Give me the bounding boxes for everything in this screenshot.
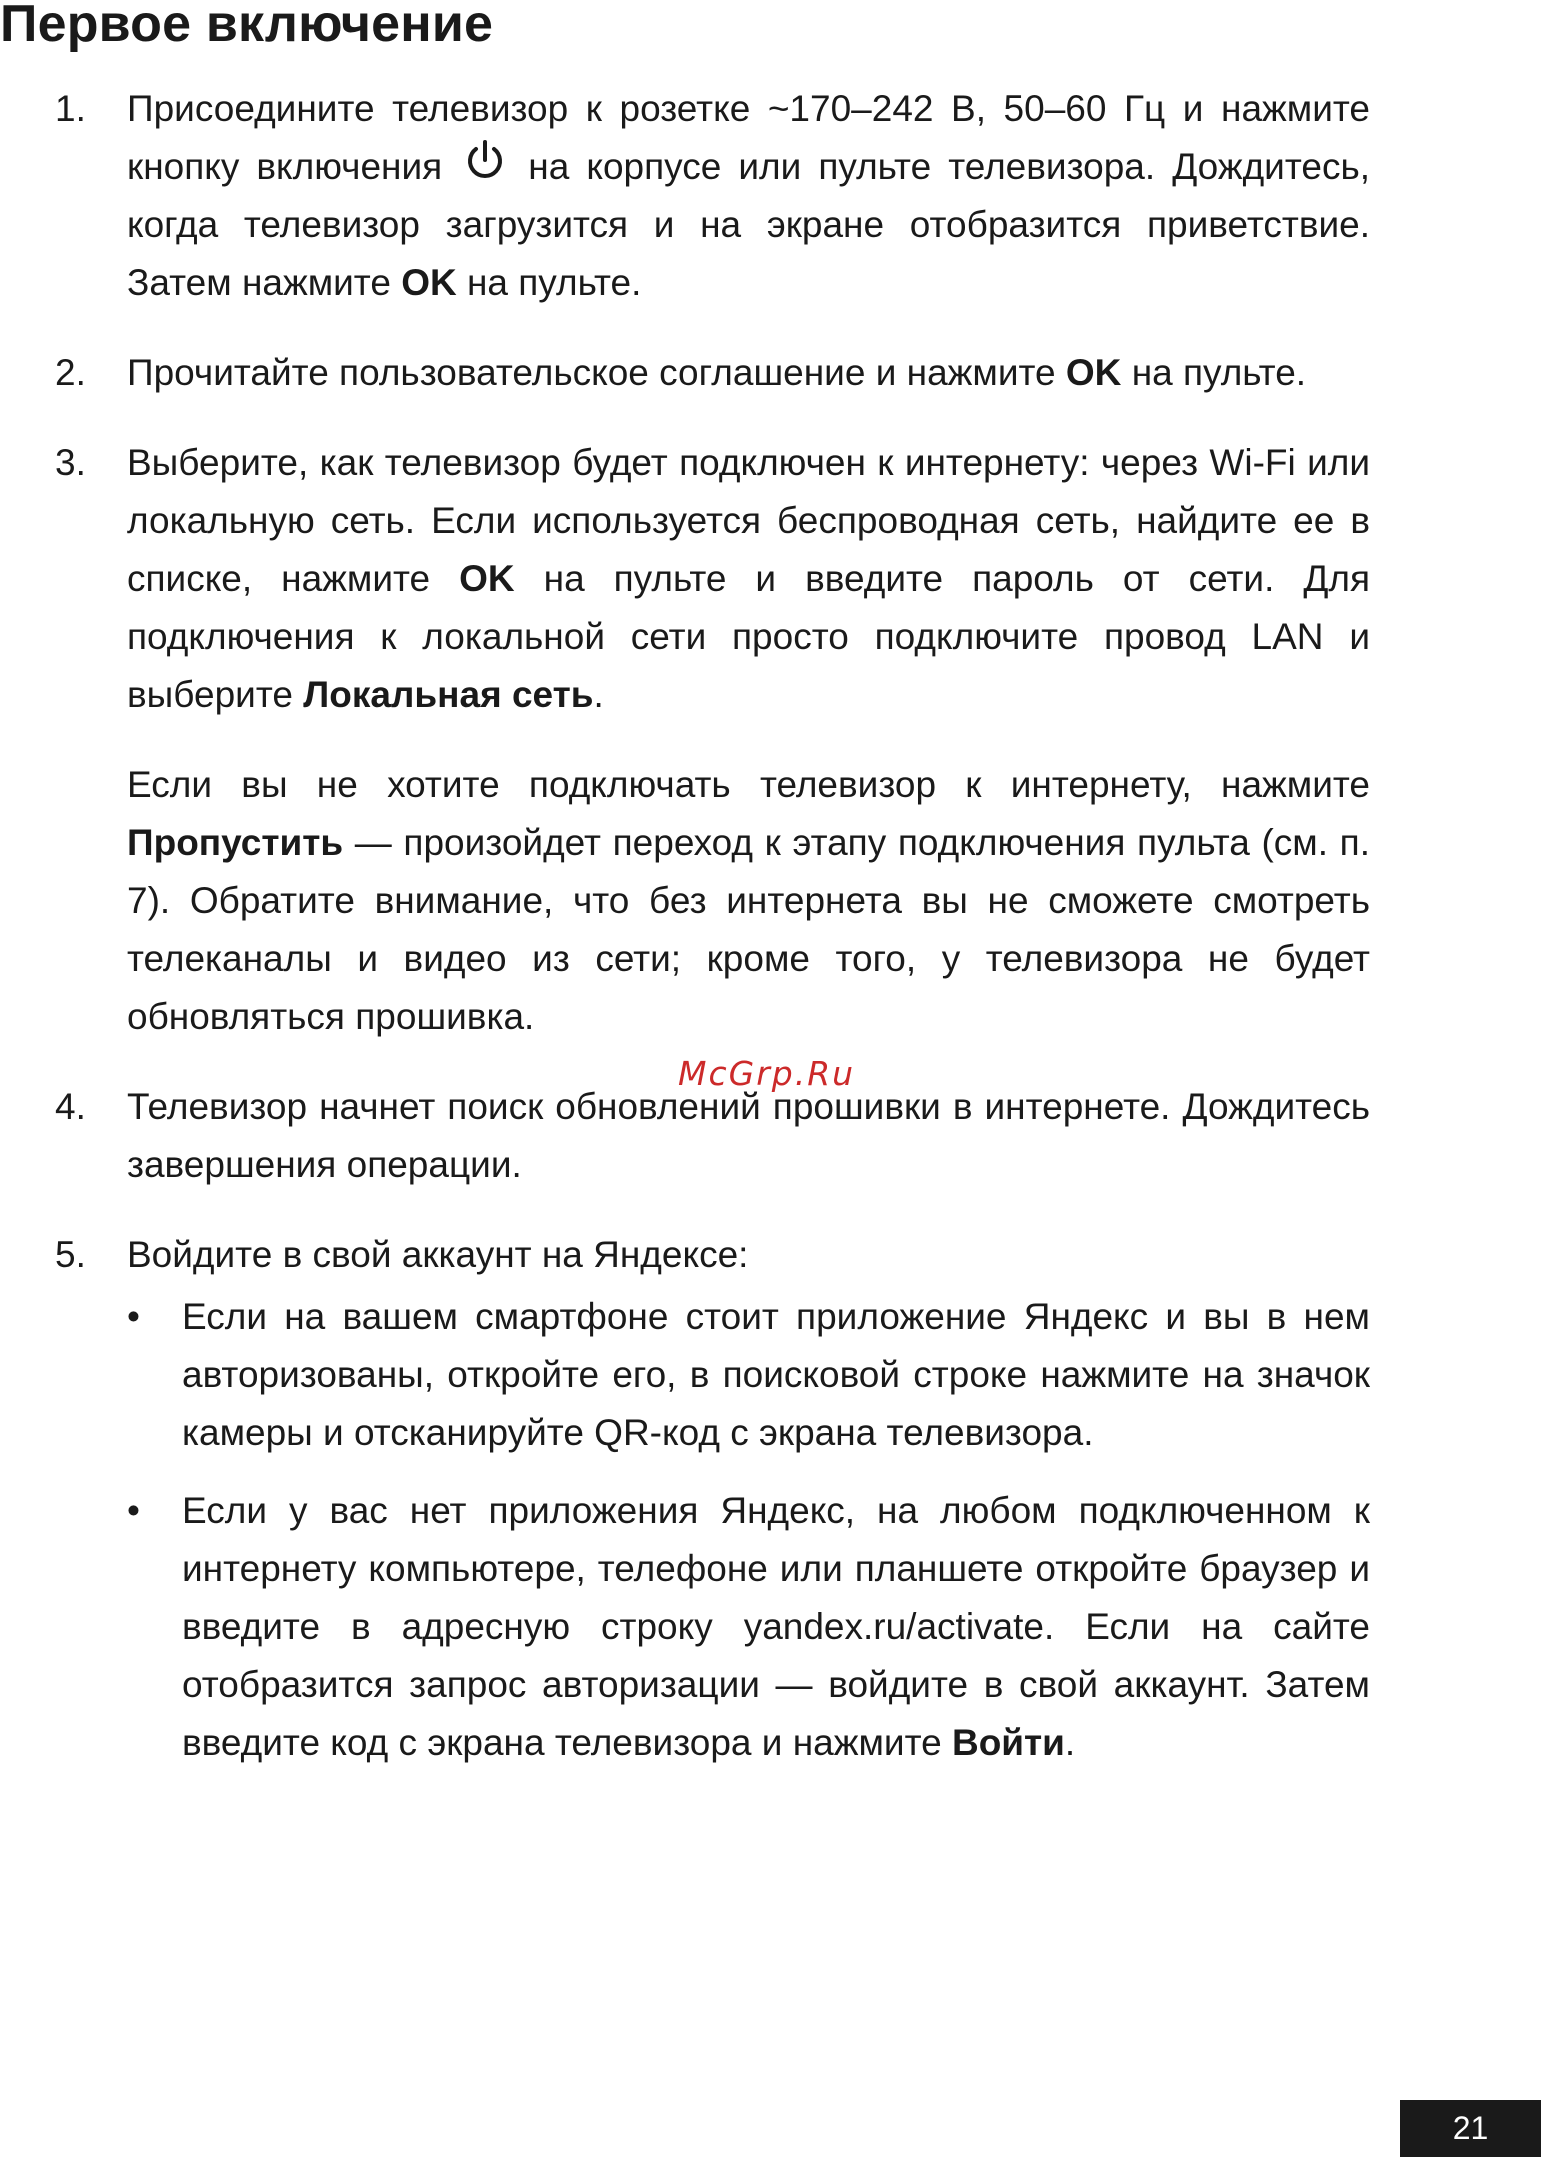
step-3-text-c: . [593,674,604,715]
step-1-text-b: на корпусе или пульте телевизора. Дождитесь, когда телевизор загрузится и на экране отобразится приветствие. Затем нажмите [127,146,1371,303]
step-4-text: Телевизор начнет поиск обновлений прошивки в интернете. Дождитесь завершения операции. [127,1086,1370,1185]
bullet-2-text: Если у вас нет приложения Яндекс, на любом подключенном к интернету компьютере, телефоне или планшете откройте браузер и введите в адресную строку yandex.ru/activate. Если на сайте отобразится запрос авторизации — войдите в свой аккаунт. Затем введите код с экрана телевизора и нажмите [182,1490,1370,1763]
step-2 [0,344,1370,402]
step-4 [0,1078,1370,1194]
bullet-dot: • [127,1490,140,1531]
step-3-note [127,756,1370,1046]
bullet-text: Если на вашем смартфоне стоит приложение Яндекс и вы в нем авторизованы, откройте его, в поисковой строке нажмите на значок камеры и отсканируйте QR-код с экрана телевизора. [182,1296,1370,1453]
bullet-list [127,1288,1370,1772]
power-icon [463,139,507,183]
bullet-2-end: . [1064,1722,1076,1763]
step-number: 3. [55,442,86,483]
step-number: 5. [55,1234,86,1275]
step-number: 1. [55,88,86,129]
page-number: 21 [1400,2100,1541,2157]
step-number: 2. [55,352,86,393]
step-1-text-a: Присоедините телевизор к розетке ~170–242 В, 50–60 Гц и нажмите кнопку включения [127,88,1370,187]
step-3 [0,434,1370,1046]
content [0,80,1370,1804]
login-label: Войти [951,1722,1065,1763]
step-1-text [127,80,1370,312]
step-3-text-a: Выберите, как телевизор будет подключен к интернету: через Wi-Fi или локальную сеть. Если используется беспроводная сеть, найдите ее в списке, нажмите [127,442,1370,599]
step-1-text-c: на пульте. [466,262,642,303]
step-5-text: Войдите в свой аккаунт на Яндексе: [127,1234,749,1275]
step-3-note-text: — произойдет переход к этапу подключения пульта (см. п. 7). Обратите внимание, что без интернета вы не сможете смотреть телеканалы и видео из сети; кроме того, у телевизора не будет обновляться прошивка. [127,822,1370,1037]
bullet-text [182,1482,1370,1772]
watermark: McGrp.Ru [678,1054,856,1093]
local-network-label: Локальная сеть [303,674,594,715]
ok-label: OK [1065,352,1122,393]
list-item [127,1288,1370,1462]
list-item [127,1482,1370,1772]
ok-label: OK [401,262,457,303]
step-3-text [127,434,1370,724]
step-2-text [127,344,1370,402]
bullet-dot: • [127,1296,140,1337]
step-number: 4. [55,1086,86,1127]
skip-label: Пропустить [127,822,344,863]
step-2-text-b: на пульте. [1131,352,1307,393]
step-2-text-a: Прочитайте пользовательское соглашение и нажмите [127,352,1056,393]
page-title: Первое включение [0,0,494,53]
step-3-text-b: на пульте и введите пароль от сети. Для подключения к локальной сети просто подключите провод LAN и выберите [127,558,1371,715]
step-3-note-intro: Если вы не хотите подключать телевизор к интернету, нажмите [127,764,1370,805]
step-1 [0,80,1370,312]
ok-label: OK [459,558,515,599]
step-5 [0,1226,1370,1772]
